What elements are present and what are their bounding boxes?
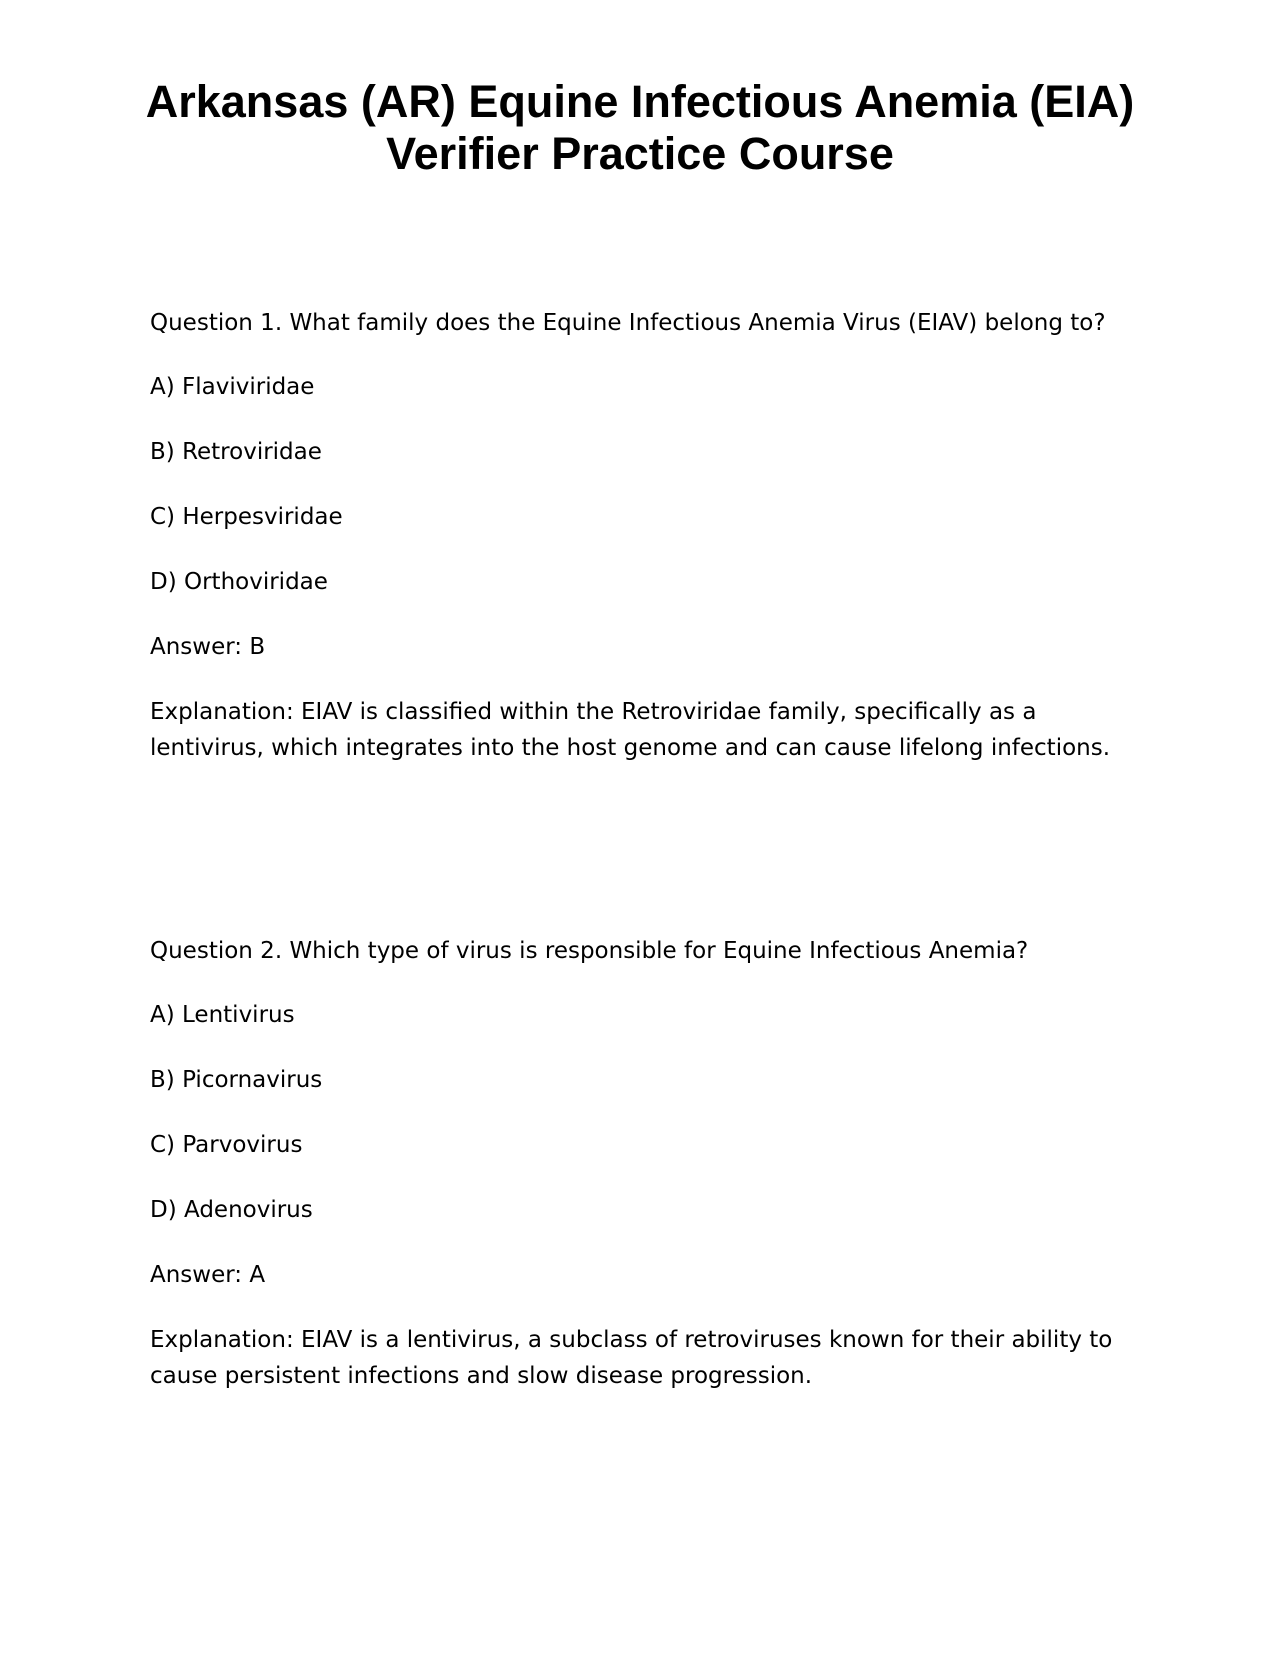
option-c: C) Herpesviridae — [150, 504, 343, 530]
option-b: B) Retroviridae — [150, 439, 322, 465]
document-title: Arkansas (AR) Equine Infectious Anemia (EIA) Verifier Practice Course — [145, 76, 1135, 179]
question-text: Question 1. What family does the Equine Infectious Anemia Virus (EIAV) belong to? — [150, 310, 1106, 336]
option-b: B) Picornavirus — [150, 1067, 323, 1093]
answer-line: Answer: B — [150, 634, 266, 660]
question-block-2 — [150, 933, 1125, 1394]
option-d: D) Adenovirus — [150, 1197, 313, 1223]
option-c: C) Parvovirus — [150, 1132, 303, 1158]
explanation-text: Explanation: EIAV is classified within the Retroviridae family, specifically as a lentivirus, which integrates into the host genome and can cause lifelong infections. — [150, 699, 1111, 761]
option-a: A) Flaviviridae — [150, 374, 315, 400]
option-d: D) Orthoviridae — [150, 569, 328, 595]
question-block-1 — [150, 305, 1125, 766]
explanation-text: Explanation: EIAV is a lentivirus, a subclass of retroviruses known for their ability to cause persistent infections and slow disease progression. — [150, 1327, 1113, 1389]
question-text: Question 2. Which type of virus is responsible for Equine Infectious Anemia? — [150, 938, 1029, 964]
option-a: A) Lentivirus — [150, 1002, 295, 1028]
answer-line: Answer: A — [150, 1262, 266, 1288]
